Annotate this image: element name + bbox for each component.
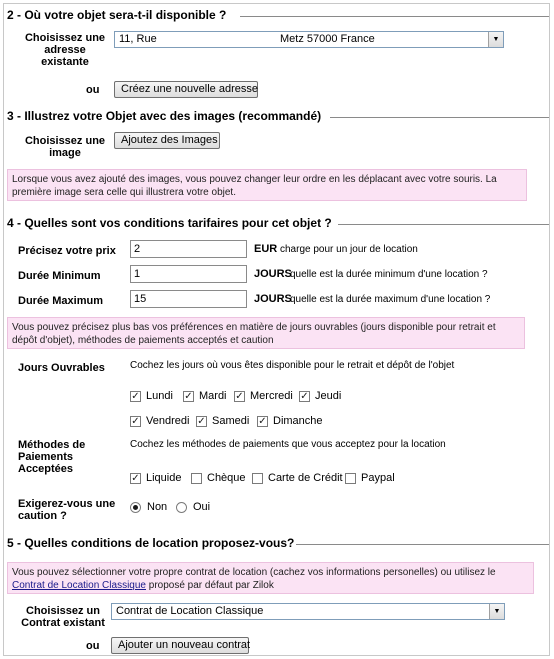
max-duration-label: Durée Maximum — [18, 295, 103, 307]
section-5-title: 5 - Quelles conditions de location proposez-vous? — [7, 536, 295, 550]
radio-deposit-oui[interactable] — [176, 502, 187, 513]
checkbox-carte-credit[interactable] — [252, 473, 263, 484]
max-duration-input[interactable]: 15 — [130, 290, 247, 308]
image-label: Choisissez une image — [24, 135, 106, 159]
contract-info-box — [7, 562, 534, 594]
price-label: Précisez votre prix — [18, 245, 116, 257]
checkbox-label-carte-credit: Carte de Crédit — [268, 472, 343, 484]
section-4-title: 4 - Quelles sont vos conditions tarifaires pour cet objet ? — [7, 216, 332, 230]
checkbox-label-mercredi: Mercredi — [250, 390, 293, 402]
min-duration-label: Durée Minimum — [18, 270, 101, 282]
checkbox-paypal[interactable] — [345, 473, 356, 484]
checkbox-label-samedi: Samedi — [212, 415, 250, 427]
images-info-box: Lorsque vous avez ajouté des images, vous pouvez changer leur ordre en les déplacant avec votre souris. La première image sera celle qui illustrera votre objet. — [7, 169, 527, 201]
section-divider — [240, 16, 549, 17]
section-2-title: 2 - Où votre objet sera-t-il disponible ? — [7, 8, 227, 22]
checkbox-lundi[interactable]: ✓ — [131, 391, 140, 402]
contract-select-value: Contrat de Location Classique — [116, 605, 264, 617]
checkbox-liquide[interactable]: ✓ — [131, 473, 140, 484]
radio-selected-dot — [133, 505, 138, 510]
price-unit: EUR — [254, 243, 278, 255]
working-days-label: Jours Ouvrables — [18, 362, 105, 374]
radio-label-oui: Oui — [193, 501, 211, 513]
chevron-down-icon[interactable]: ▼ — [488, 32, 503, 47]
payment-methods-hint: Cochez les méthodes de paiements que vous acceptez pour la location — [130, 439, 446, 450]
checkbox-vendredi[interactable]: ✓ — [131, 416, 140, 427]
max-duration-hint: quelle est la durée maximum d'une location ? — [290, 294, 491, 305]
chevron-down-icon[interactable]: ▼ — [489, 604, 504, 619]
address-street: 11, Rue — [119, 33, 157, 45]
contract-select[interactable] — [111, 603, 505, 620]
price-input[interactable]: 2 — [130, 240, 247, 258]
listing-form — [3, 3, 550, 656]
add-images-button[interactable]: Ajoutez des Images — [114, 132, 220, 149]
deposit-label: Exigerez-vous une caution ? — [18, 498, 116, 522]
checkbox-samedi[interactable]: ✓ — [197, 416, 206, 427]
checkbox-label-cheque: Chèque — [207, 472, 246, 484]
price-hint: charge pour un jour de location — [280, 244, 418, 255]
checkbox-cheque[interactable] — [191, 473, 202, 484]
min-duration-hint: quelle est la durée minimum d'une location ? — [290, 269, 488, 280]
checkbox-mercredi[interactable]: ✓ — [235, 391, 244, 402]
checkbox-mardi[interactable]: ✓ — [184, 391, 193, 402]
checkbox-label-dimanche: Dimanche — [273, 415, 323, 427]
or-label: ou — [86, 84, 100, 96]
contract-info-text: Vous pouvez sélectionner votre propre contrat de location (cachez vos informations personelles) ou utilisez le — [12, 567, 496, 578]
section-divider — [296, 544, 549, 545]
classic-contract-link[interactable]: Contrat de Location Classique — [12, 580, 146, 591]
address-city: Metz 57000 France — [280, 33, 375, 45]
create-address-button[interactable]: Créez une nouvelle adresse — [114, 81, 258, 98]
checkbox-label-jeudi: Jeudi — [315, 390, 342, 402]
payment-methods-label: Méthodes de Paiements Acceptées — [18, 439, 86, 475]
address-select[interactable] — [114, 31, 504, 48]
checkbox-label-liquide: Liquide — [146, 472, 182, 484]
address-label: Choisissez une adresse existante — [24, 32, 106, 68]
checkbox-label-mardi: Mardi — [199, 390, 227, 402]
checkbox-label-vendredi: Vendredi — [146, 415, 190, 427]
section-divider — [338, 224, 549, 225]
min-duration-unit: JOURS — [254, 268, 292, 280]
preferences-info-box: Vous pouvez précisez plus bas vos préférences en matière de jours ouvrables (jours disponible pour retrait et dépôt d'objet), méthodes de paiements acceptés et caution — [7, 317, 525, 349]
section-divider — [330, 117, 549, 118]
max-duration-unit: JOURS — [254, 293, 292, 305]
checkbox-label-lundi: Lundi — [146, 390, 173, 402]
checkbox-label-paypal: Paypal — [361, 472, 395, 484]
checkbox-jeudi[interactable]: ✓ — [300, 391, 309, 402]
add-contract-button[interactable]: Ajouter un nouveau contrat — [111, 637, 249, 654]
section-3-title: 3 - Illustrez votre Objet avec des images (recommandé) — [7, 109, 322, 123]
contract-label: Choisissez un Contrat existant — [21, 605, 105, 629]
radio-deposit-non[interactable] — [130, 502, 141, 513]
or-label: ou — [86, 640, 100, 652]
radio-label-non: Non — [147, 501, 168, 513]
min-duration-input[interactable]: 1 — [130, 265, 247, 283]
checkbox-dimanche[interactable]: ✓ — [258, 416, 267, 427]
working-days-hint: Cochez les jours où vous êtes disponible pour le retrait et dépôt de l'objet — [130, 360, 455, 371]
contract-info-text-end: proposé par défaut par Zilok — [145, 580, 274, 591]
